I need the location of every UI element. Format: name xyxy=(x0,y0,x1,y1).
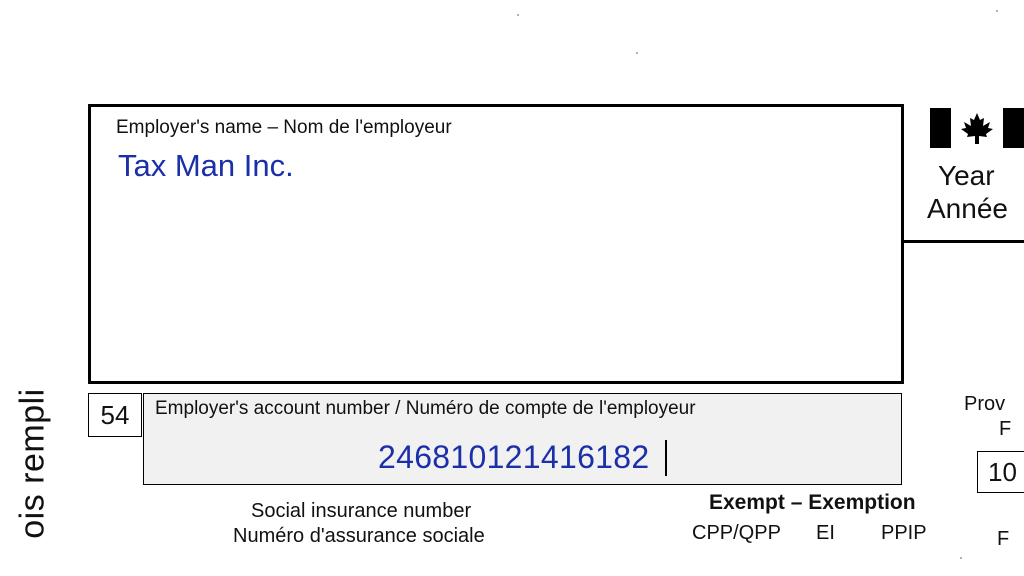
sin-label-en: Social insurance number xyxy=(251,500,472,522)
employer-account-value[interactable]: 246810121416182 xyxy=(378,439,650,475)
sin-label-fr: Numéro d'assurance sociale xyxy=(233,525,485,547)
bottom-right-label: F xyxy=(997,528,1010,550)
exempt-title: Exempt – Exemption xyxy=(709,491,916,514)
scan-speck xyxy=(636,52,638,54)
year-label-en: Year xyxy=(938,160,995,191)
text-cursor xyxy=(665,440,667,476)
scan-speck xyxy=(960,557,962,559)
side-form-text xyxy=(0,378,68,548)
year-label-fr: Année xyxy=(927,193,1008,224)
province-label-2: F xyxy=(999,418,1012,440)
province-code-field[interactable]: 10 xyxy=(977,451,1024,493)
employer-account-label: Employer's account number / Numéro de compte de l'employeur xyxy=(155,398,696,419)
canada-flag-icon xyxy=(930,108,1024,148)
employer-name-value[interactable]: Tax Man Inc. xyxy=(118,148,294,183)
scan-speck xyxy=(996,10,998,12)
employer-name-box[interactable] xyxy=(88,104,904,384)
employer-name-label: Employer's name – Nom de l'employeur xyxy=(116,117,452,138)
exempt-cpp-qpp-label: CPP/QPP xyxy=(692,522,781,544)
province-label: Prov xyxy=(964,393,1006,415)
box-number-54: 54 xyxy=(88,393,142,437)
year-underline xyxy=(903,240,1024,243)
exempt-ppip-label: PPIP xyxy=(881,522,927,544)
side-form-text-label: ois rempli xyxy=(13,387,52,539)
exempt-ei-label: EI xyxy=(816,522,835,544)
scan-speck xyxy=(517,14,519,16)
